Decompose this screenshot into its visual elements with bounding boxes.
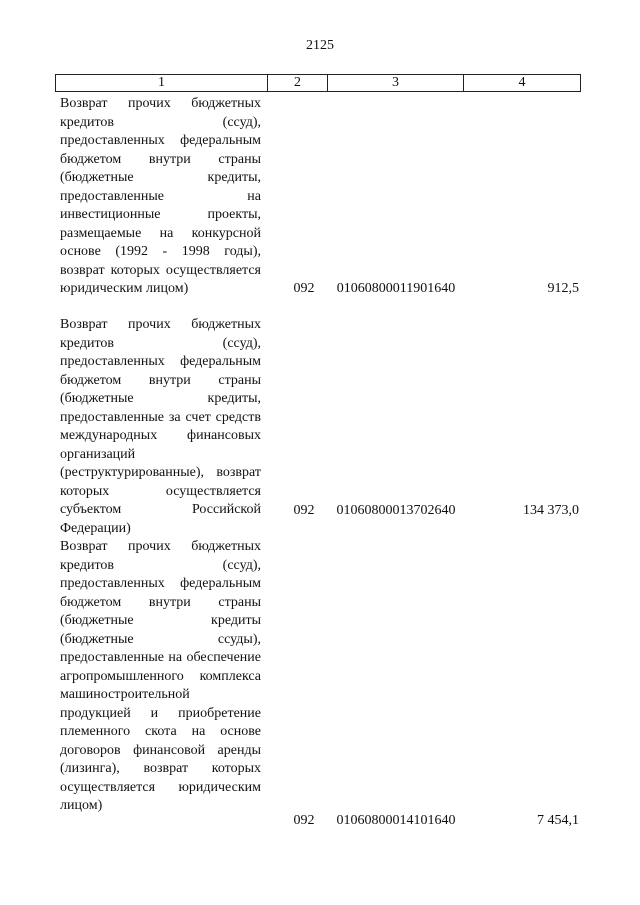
header-col-4: 4 (463, 75, 580, 91)
row-amount: 134 373,0 (523, 503, 579, 518)
header-col-2: 2 (267, 75, 327, 91)
row-code: 092 (293, 503, 315, 518)
row-code: 092 (293, 281, 315, 296)
row-amount: 7 454,1 (537, 813, 579, 828)
header-col-1: 1 (158, 75, 165, 90)
row-code: 092 (293, 813, 315, 828)
row-amount: 912,5 (547, 281, 579, 296)
table-header (55, 74, 581, 92)
header-col-3: 3 (327, 75, 463, 91)
row-kbk: 01060800013702640 (336, 503, 456, 518)
row-description: Возврат прочих бюджетных кредитов (ссуд), предоставленных федеральным бюджетом внутри страны (бюджетные кредиты (бюджетные ссуды), предоставленные на обеспечение агропромышленного комплекса машиностроительной продукцией и приобретение племенного скота на основе договоров финансовой аренды (лизинга), возврат которых осуществляется юридическим лицом) (60, 539, 261, 813)
row-kbk: 01060800011901640 (336, 281, 456, 296)
row-description: Возврат прочих бюджетных кредитов (ссуд), предоставленных федеральным бюджетом внутри страны (бюджетные кредиты, предоставленные на инвестиционные проекты, размещаемые на конкурсной основе (1992 - 1998 годы), возврат которых осуществляется юридическим лицом) (60, 96, 261, 296)
row-kbk: 01060800014101640 (336, 813, 456, 828)
row-description: Возврат прочих бюджетных кредитов (ссуд), предоставленных федеральным бюджетом внутри страны (бюджетные кредиты, предоставленные за счет средств международных финансовых организаций (реструктурированные), возврат которых осуществляется субъектом Российской Федерации) (60, 317, 261, 536)
page-number: 2125 (306, 38, 334, 53)
